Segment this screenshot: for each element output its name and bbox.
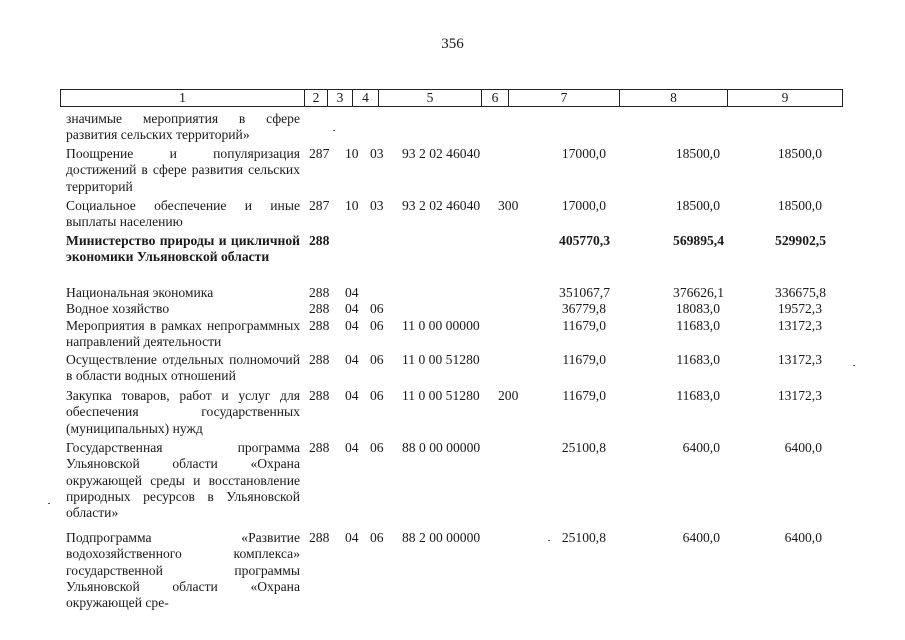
row-value-col7: 405770,3	[559, 233, 610, 248]
row-description: Водное хозяйство	[66, 301, 170, 316]
row-value-col9: 19572,3	[777, 301, 822, 316]
row-value-col7: 25100,8	[561, 440, 606, 455]
row-subsection-code: 06	[370, 440, 384, 455]
row-target-code: 11 0 00 51280	[402, 388, 480, 403]
row-subsection-code: 06	[370, 301, 384, 316]
row-section-code: 04	[345, 440, 359, 455]
row-value-col8: 11683,0	[676, 388, 720, 403]
row-value-col7: 25100,8	[561, 530, 606, 545]
row-value-col9: 13172,3	[777, 318, 822, 333]
row-value-col9: 18500,0	[777, 198, 822, 213]
row-value-col8: 569895,4	[673, 233, 724, 248]
row-section-code: 04	[345, 388, 359, 403]
row-target-code: 93 2 02 46040	[402, 146, 481, 161]
row-subsection-code: 06	[370, 352, 384, 367]
row-ministry-code: 288	[309, 388, 330, 403]
row-subsection-code: 06	[370, 318, 384, 333]
row-value-col8: 6400,0	[682, 530, 720, 545]
row-value-col8: 376626,1	[673, 285, 724, 300]
row-section-code: 10	[345, 146, 359, 161]
row-description: значимые мероприятия в сфере развития сельских территорий»	[66, 111, 300, 143]
column-header-9: 9	[728, 90, 843, 107]
row-target-code: 11 0 00 00000	[402, 318, 480, 333]
row-subsection-code: 03	[370, 198, 384, 213]
row-description: Социальное обеспечение и иные выплаты населению	[66, 198, 300, 230]
row-value-col9: 13172,3	[777, 388, 822, 403]
row-value-col9: 529902,5	[775, 233, 826, 248]
row-value-col9: 13172,3	[777, 352, 822, 367]
row-value-col7: 11679,0	[562, 352, 606, 367]
scan-speck	[48, 503, 50, 504]
column-header-2: 2	[305, 90, 328, 107]
row-target-code: 93 2 02 46040	[402, 198, 481, 213]
row-value-col8: 18500,0	[675, 198, 720, 213]
row-value-col7: 11679,0	[562, 388, 606, 403]
row-section-code: 04	[345, 301, 359, 316]
row-ministry-code: 288	[309, 233, 330, 248]
row-value-col8: 18083,0	[675, 301, 720, 316]
row-value-col8: 18500,0	[675, 146, 720, 161]
row-description: Подпрограмма «Развитие водохозяйственного комплекса» государственной программы Ульяновской области «Охрана окружающей сре-	[66, 530, 300, 611]
row-value-col8: 11683,0	[676, 352, 720, 367]
row-section-code: 04	[345, 352, 359, 367]
column-header-1: 1	[61, 90, 305, 107]
row-target-code: 11 0 00 51280	[402, 352, 480, 367]
row-subsection-code: 03	[370, 146, 384, 161]
row-subsection-code: 06	[370, 530, 384, 545]
scan-speck	[853, 365, 855, 366]
column-header-8: 8	[620, 90, 728, 107]
column-header-5: 5	[379, 90, 482, 107]
column-header-4: 4	[353, 90, 379, 107]
row-section-code: 04	[345, 318, 359, 333]
row-description: Министерство природы и цикличной экономики Ульяновской области	[66, 233, 300, 265]
row-expense-type: 300	[498, 198, 519, 213]
row-ministry-code: 288	[309, 352, 330, 367]
row-description: Национальная экономика	[66, 285, 214, 300]
row-section-code: 04	[345, 285, 359, 300]
row-value-col8: 11683,0	[676, 318, 720, 333]
row-ministry-code: 288	[309, 440, 330, 455]
row-description: Государственная программа Ульяновской области «Охрана окружающей среды и восстановление природных ресурсов в Ульяновской области»	[66, 440, 300, 521]
page-number: 356	[441, 36, 464, 52]
row-ministry-code: 288	[309, 530, 330, 545]
scan-speck	[548, 540, 550, 541]
row-description: Закупка товаров, работ и услуг для обеспечения государственных (муниципальных) нужд	[66, 388, 300, 436]
row-value-col7: 36779,8	[561, 301, 606, 316]
row-value-col9: 6400,0	[784, 440, 822, 455]
row-target-code: 88 0 00 00000	[402, 440, 481, 455]
row-description: Осуществление отдельных полномочий в области водных отношений	[66, 352, 300, 384]
row-subsection-code: 06	[370, 388, 384, 403]
row-value-col9: 336675,8	[775, 285, 826, 300]
row-ministry-code: 287	[309, 198, 330, 213]
row-ministry-code: 287	[309, 146, 330, 161]
row-target-code: 88 2 00 00000	[402, 530, 481, 545]
column-header-7: 7	[509, 90, 620, 107]
row-value-col8: 6400,0	[682, 440, 720, 455]
row-section-code: 04	[345, 530, 359, 545]
row-ministry-code: 288	[309, 285, 330, 300]
row-value-col7: 17000,0	[561, 146, 606, 161]
row-description: Поощрение и популяризация достижений в сфере развития сельских территорий	[66, 146, 300, 194]
row-section-code: 10	[345, 198, 359, 213]
row-value-col9: 18500,0	[777, 146, 822, 161]
row-description: Мероприятия в рамках непрограммных направлений деятельности	[66, 318, 300, 350]
column-header-3: 3	[328, 90, 353, 107]
row-value-col9: 6400,0	[784, 530, 822, 545]
column-header-6: 6	[482, 90, 509, 107]
row-ministry-code: 288	[309, 318, 330, 333]
row-value-col7: 351067,7	[559, 285, 610, 300]
row-ministry-code: 288	[309, 301, 330, 316]
row-expense-type: 200	[498, 388, 519, 403]
row-value-col7: 17000,0	[561, 198, 606, 213]
scan-speck	[333, 130, 335, 131]
row-value-col7: 11679,0	[562, 318, 606, 333]
